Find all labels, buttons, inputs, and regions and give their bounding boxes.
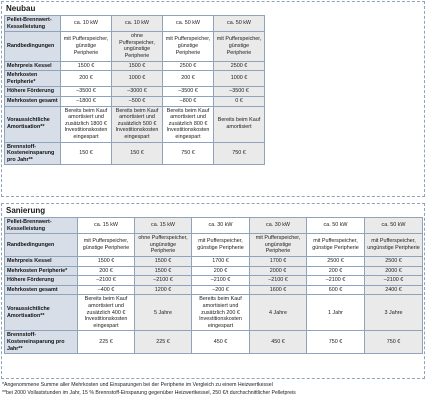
table-row xyxy=(5,96,265,106)
table-cell: 1700 € xyxy=(192,256,250,266)
footnote-2: **bei 2000 Vollaststunden im Jahr, 15 % Brennstoff-Einsparung gegenüber Heizwertkessel, 250 €/t durchschnittlicher Pelletpreis xyxy=(2,389,296,396)
table-cell: 2000 € xyxy=(250,266,307,276)
table-cell: 200 € xyxy=(192,266,250,276)
table-cell: 0 € xyxy=(214,96,265,106)
table-cell: ca. 50 kW xyxy=(307,218,365,234)
table-cell: 1200 € xyxy=(135,285,192,295)
table-cell: ca. 50 kW xyxy=(214,16,265,32)
row-label: Voraussichtliche Amortisation** xyxy=(5,295,78,331)
table-cell: ca. 15 kW xyxy=(78,218,135,234)
table-row xyxy=(5,16,265,32)
footnotes xyxy=(2,382,424,397)
table-cell: –2100 € xyxy=(192,276,250,286)
table-cell: 225 € xyxy=(135,331,192,354)
table-row xyxy=(5,71,265,87)
table-cell: 1600 € xyxy=(250,285,307,295)
table-row xyxy=(5,295,423,331)
table-cell: 200 € xyxy=(78,266,135,276)
table-cell: –3500 € xyxy=(214,87,265,97)
table-row xyxy=(5,218,423,234)
table-cell: 1500 € xyxy=(112,61,163,71)
table-cell: 200 € xyxy=(61,71,112,87)
table-row xyxy=(5,331,423,354)
row-label: Mehrkosten gesamt xyxy=(5,285,78,295)
table-cell: mit Pufferspeicher, günstige Peripherie xyxy=(78,234,135,257)
table-cell: 3 Jahre xyxy=(365,295,423,331)
table-cell: ohne Pufferspeicher, ungünstige Peripherie xyxy=(112,32,163,61)
row-label: Mehrkosten gesamt xyxy=(5,96,61,106)
table-cell: –2100 € xyxy=(307,276,365,286)
table-cell: 1 Jahr xyxy=(307,295,365,331)
table-cell: –2100 € xyxy=(135,276,192,286)
table-cell: –500 € xyxy=(112,96,163,106)
row-label: Mehrkosten Peripherie* xyxy=(5,71,61,87)
table-cell: –2100 € xyxy=(365,276,423,286)
row-label: Mehrpreis Kessel xyxy=(5,256,78,266)
table-cell: 4 Jahre xyxy=(250,295,307,331)
table-cell: mit Pufferspeicher, günstige Peripherie xyxy=(307,234,365,257)
table-cell: 2500 € xyxy=(163,61,214,71)
table-cell: mit Pufferspeicher, günstige Peripherie xyxy=(214,32,265,61)
table-row xyxy=(5,106,265,142)
table-cell: ohne Pufferspeicher, ungünstige Peripherie xyxy=(135,234,192,257)
neubau-title: Neubau xyxy=(6,4,36,13)
table-cell: mit Pufferspeicher, günstige Peripherie xyxy=(163,32,214,61)
table-cell: 150 € xyxy=(61,142,112,165)
table-cell: 2500 € xyxy=(365,256,423,266)
table-cell: 750 € xyxy=(214,142,265,165)
table-cell: –200 € xyxy=(192,285,250,295)
table-cell: ca. 10 kW xyxy=(61,16,112,32)
table-cell: 5 Jahre xyxy=(135,295,192,331)
row-label: Mehrkosten Peripherie* xyxy=(5,266,78,276)
row-label: Randbedingungen xyxy=(5,234,78,257)
table-cell: ca. 15 kW xyxy=(135,218,192,234)
table-cell: 1000 € xyxy=(214,71,265,87)
table-cell: 1500 € xyxy=(61,61,112,71)
table-cell: –800 € xyxy=(163,96,214,106)
table-row xyxy=(5,276,423,286)
table-cell: –3500 € xyxy=(163,87,214,97)
footnote-1: *Angenommene Summe aller Mehrkosten und Einsparungen bei der Peripherie im Vergleich zu einem Heizwertkessel xyxy=(2,382,273,388)
table-row xyxy=(5,285,423,295)
table-cell: ca. 30 kW xyxy=(250,218,307,234)
sanierung-section xyxy=(1,203,425,379)
table-cell: –1800 € xyxy=(61,96,112,106)
row-label: Randbedingungen xyxy=(5,32,61,61)
table-cell: mit Pufferspeicher, günstige Peripherie xyxy=(192,234,250,257)
table-cell: –2100 € xyxy=(250,276,307,286)
row-label: Höhere Förderung xyxy=(5,276,78,286)
table-row xyxy=(5,256,423,266)
table-row xyxy=(5,32,265,61)
table-cell: 200 € xyxy=(163,71,214,87)
table-cell: 2000 € xyxy=(365,266,423,276)
row-label: Brennstoff-Kosteneinsparung pro Jahr** xyxy=(5,331,78,354)
table-cell: 225 € xyxy=(78,331,135,354)
row-label: Brennstoff-Kosteneinsparung pro Jahr** xyxy=(5,142,61,165)
table-cell: mit Pufferspeicher, ungünstige Peripherie xyxy=(365,234,423,257)
table-cell: Bereits beim Kauf amortisiert und zusätzlich 800 € Investitionskosten eingespart xyxy=(163,106,214,142)
table-cell: 150 € xyxy=(112,142,163,165)
table-cell: ca. 30 kW xyxy=(192,218,250,234)
table-cell: 2500 € xyxy=(214,61,265,71)
table-cell: Bereits beim Kauf amortisiert und zusätzlich 200 € Investitionskosten eingespart xyxy=(192,295,250,331)
row-label: Pellet-Brennwert-Kesselleistung xyxy=(5,16,61,32)
table-cell: 1500 € xyxy=(135,266,192,276)
table-cell: 450 € xyxy=(250,331,307,354)
row-label: Mehrpreis Kessel xyxy=(5,61,61,71)
table-cell: 750 € xyxy=(163,142,214,165)
table-cell: 750 € xyxy=(365,331,423,354)
neubau-table xyxy=(4,15,265,165)
neubau-section xyxy=(1,1,425,197)
row-label: Voraussichtliche Amortisation** xyxy=(5,106,61,142)
table-cell: Bereits beim Kauf amortisiert und zusätzlich 500 € Investitionskosten eingespart xyxy=(112,106,163,142)
table-cell: 1700 € xyxy=(250,256,307,266)
table-cell: 1500 € xyxy=(78,256,135,266)
table-cell: 600 € xyxy=(307,285,365,295)
table-cell: 200 € xyxy=(307,266,365,276)
table-cell: 2500 € xyxy=(307,256,365,266)
table-cell: ca. 50 kW xyxy=(365,218,423,234)
table-cell: mit Pufferspeicher, ungünstige Peripherie xyxy=(250,234,307,257)
table-row xyxy=(5,266,423,276)
sanierung-title: Sanierung xyxy=(6,206,46,215)
table-cell: 750 € xyxy=(307,331,365,354)
table-cell: –400 € xyxy=(78,285,135,295)
row-label: Höhere Förderung xyxy=(5,87,61,97)
table-row xyxy=(5,142,265,165)
table-cell: Bereits beim Kauf amortisiert und zusätzlich 1800 € Investitionskosten eingespart xyxy=(61,106,112,142)
table-row xyxy=(5,234,423,257)
table-row xyxy=(5,61,265,71)
sanierung-table xyxy=(4,217,423,354)
table-cell: –2100 € xyxy=(78,276,135,286)
table-row xyxy=(5,87,265,97)
table-cell: 1500 € xyxy=(135,256,192,266)
row-label: Pellet-Brennwert-Kesselleistung xyxy=(5,218,78,234)
table-cell: –3500 € xyxy=(61,87,112,97)
table-cell: 2400 € xyxy=(365,285,423,295)
table-cell: Bereits beim Kauf amortisiert xyxy=(214,106,265,142)
table-cell: –3000 € xyxy=(112,87,163,97)
table-cell: mit Pufferspeicher, günstige Peripherie xyxy=(61,32,112,61)
table-cell: ca. 10 kW xyxy=(112,16,163,32)
table-cell: 450 € xyxy=(192,331,250,354)
table-cell: ca. 50 kW xyxy=(163,16,214,32)
table-cell: Bereits beim Kauf amortisiert und zusätzlich 400 € Investitionskosten eingespart xyxy=(78,295,135,331)
table-cell: 1000 € xyxy=(112,71,163,87)
